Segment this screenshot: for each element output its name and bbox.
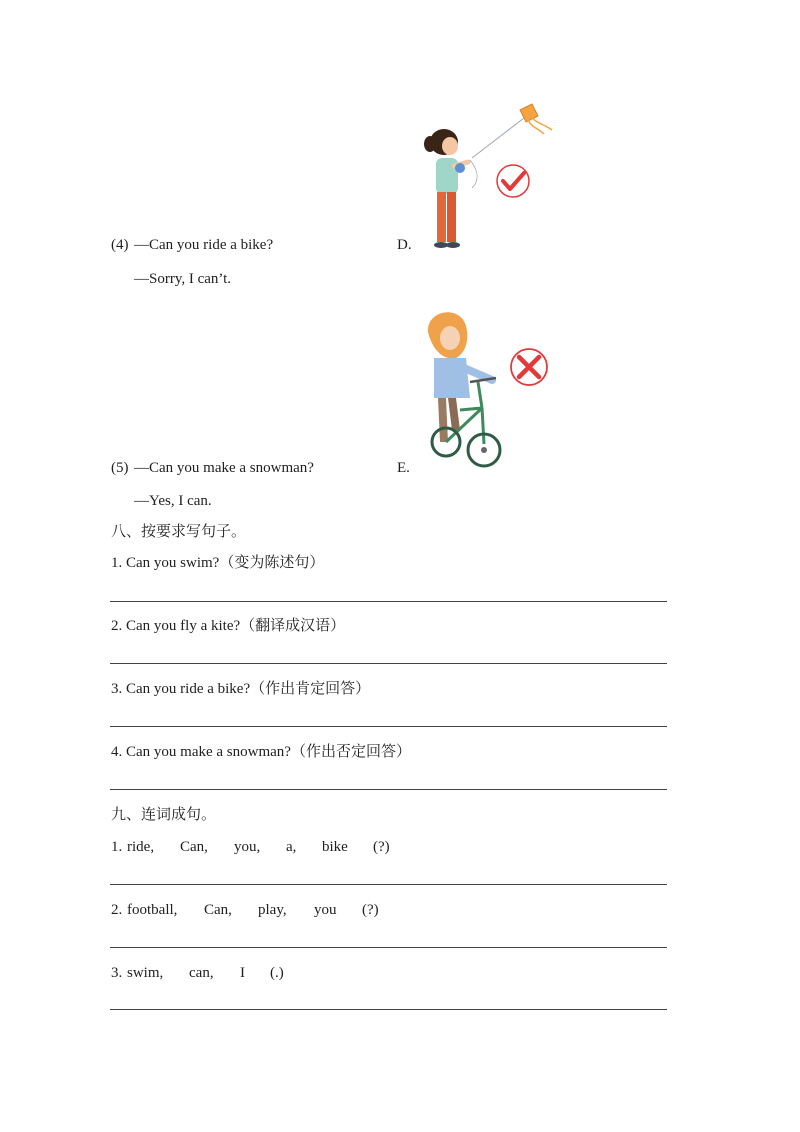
section-8-item-3: 3. Can you ride a bike?（作出肯定回答）: [111, 681, 371, 697]
question-5-answer: —Yes, I can.: [134, 493, 212, 509]
answer-line-9-3[interactable]: [110, 1009, 667, 1010]
girl-flying-kite-picture: [420, 100, 565, 255]
section-8-item-4: 4. Can you make a snowman?（作出否定回答）: [111, 744, 411, 760]
word-2-3: play,: [258, 902, 287, 918]
question-5-text: —Can you make a snowman?: [134, 460, 314, 476]
check-mark-icon: [494, 162, 532, 200]
word-1-6: (?): [373, 839, 390, 855]
question-4-text: —Can you ride a bike?: [134, 237, 274, 253]
section-8-item-1: 1. Can you swim?（变为陈述句）: [111, 555, 325, 571]
word-3-2: can,: [189, 965, 214, 981]
question-4-answer: —Sorry, I can’t.: [134, 271, 232, 287]
section-8-item-2: 2. Can you fly a kite?（翻译成汉语）: [111, 618, 346, 634]
option-d-label: D.: [397, 237, 412, 253]
girl-riding-bike-picture: [420, 302, 510, 474]
section-8-heading: 八、按要求写句子。: [111, 524, 247, 540]
answer-line-8-4[interactable]: [110, 789, 667, 790]
answer-line-8-2[interactable]: [110, 663, 667, 664]
answer-line-8-1[interactable]: [110, 601, 667, 602]
answer-line-8-3[interactable]: [110, 726, 667, 727]
section-9-item-3-number: 3.: [111, 965, 123, 981]
word-2-5: (?): [362, 902, 379, 918]
girl-flying-kite-icon: [420, 100, 565, 255]
answer-line-9-2[interactable]: [110, 947, 667, 948]
section-9-heading: 九、连词成句。: [111, 807, 217, 823]
word-1-2: Can,: [180, 839, 208, 855]
section-9-item-1-number: 1.: [111, 839, 123, 855]
word-3-3: I: [240, 965, 245, 981]
question-5-number: (5): [111, 460, 129, 476]
word-2-1: football,: [127, 902, 178, 918]
word-1-3: you,: [234, 839, 261, 855]
section-9-item-2-number: 2.: [111, 902, 123, 918]
girl-riding-bike-icon: [420, 302, 510, 474]
answer-line-9-1[interactable]: [110, 884, 667, 885]
word-2-2: Can,: [204, 902, 232, 918]
question-4-number: (4): [111, 237, 129, 253]
cross-mark-icon: [508, 346, 550, 388]
word-1-1: ride,: [127, 839, 155, 855]
word-3-4: (.): [270, 965, 284, 981]
word-2-4: you: [314, 902, 337, 918]
word-1-5: bike: [322, 839, 348, 855]
word-3-1: swim,: [127, 965, 164, 981]
word-1-4: a,: [286, 839, 297, 855]
option-e-label: E.: [397, 460, 410, 476]
